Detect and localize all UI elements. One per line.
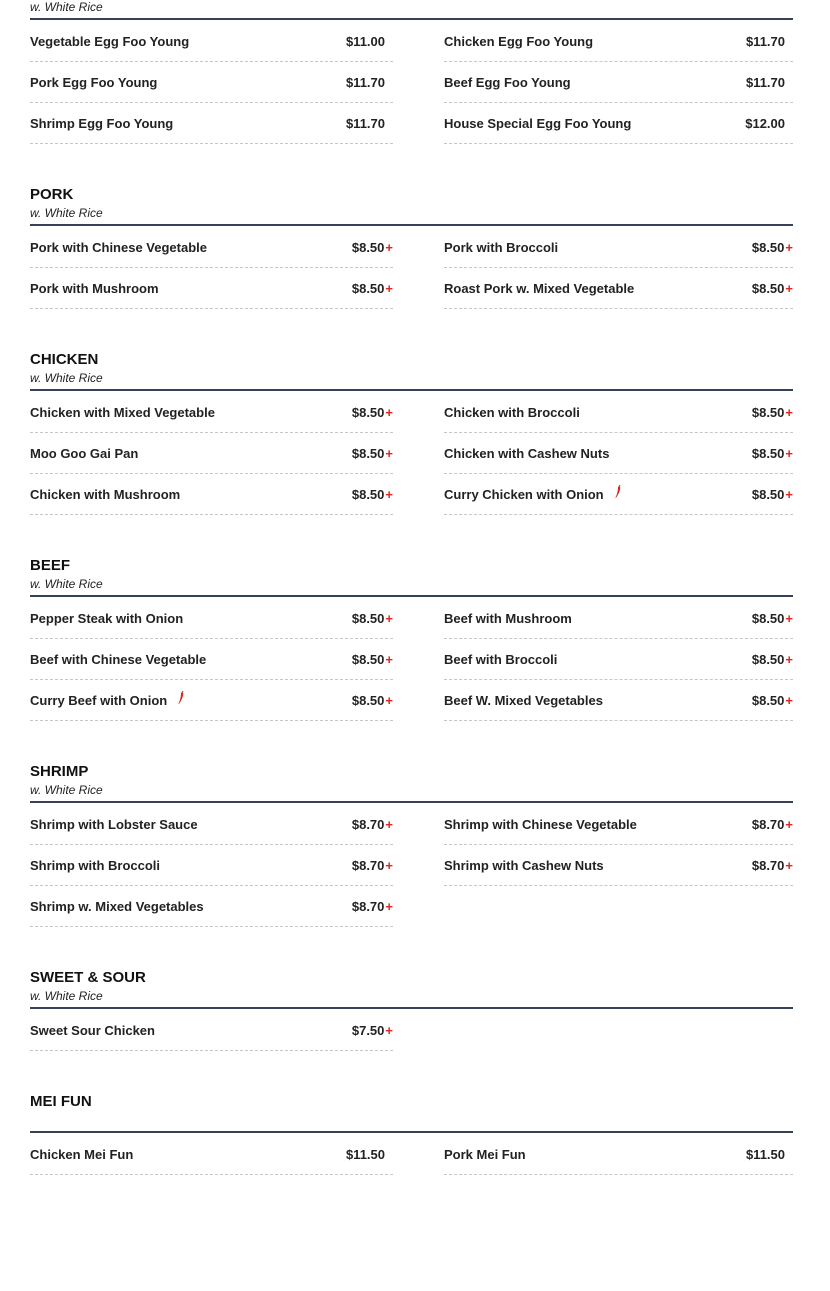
- items-column-right: [444, 598, 793, 721]
- section-items-grid: [30, 392, 793, 515]
- section-subtitle: w. White Rice: [30, 371, 103, 385]
- menu-item-name: [444, 858, 604, 873]
- menu-item-name-text: Curry Beef with Onion: [30, 692, 168, 708]
- menu-item-price: [746, 34, 793, 49]
- menu-item-name-text: Beef W. Mixed Vegetables: [444, 692, 603, 708]
- price-value: $11.70: [745, 74, 785, 90]
- menu-item-name-text: Shrimp with Chinese Vegetable: [444, 816, 637, 832]
- section-divider: [30, 389, 793, 391]
- menu-item-price: [352, 611, 393, 626]
- menu-item-chicken-with-cashew-nuts[interactable]: [444, 433, 793, 474]
- menu-item-price: [352, 858, 393, 873]
- price-value: $11.50: [345, 1146, 385, 1162]
- options-plus-marker: +: [385, 1022, 393, 1038]
- menu-item-price: [352, 240, 393, 255]
- section-subtitle: w. White Rice: [30, 783, 103, 797]
- options-plus-marker: +: [385, 816, 393, 832]
- items-column-left: [30, 21, 393, 144]
- price-value: $8.50: [351, 651, 385, 667]
- menu-item-price: [346, 116, 393, 131]
- section-divider: [30, 1007, 793, 1009]
- menu-item-name: [30, 487, 180, 502]
- options-plus-marker: +: [785, 486, 793, 502]
- menu-item-name-text: Chicken with Mushroom: [30, 486, 181, 502]
- menu-item-pork-egg-foo-young[interactable]: [30, 62, 393, 103]
- price-value: $8.50: [351, 610, 385, 626]
- options-plus-marker: +: [785, 692, 793, 708]
- menu-section-pork: [30, 186, 793, 309]
- menu-item-pork-with-mushroom[interactable]: [30, 268, 393, 309]
- section-subtitle: w. White Rice: [30, 206, 103, 220]
- section-subtitle: w. White Rice: [30, 0, 103, 14]
- items-column-right: [444, 392, 793, 515]
- menu-section-chicken: [30, 351, 793, 515]
- section-title: PORK: [30, 186, 74, 203]
- menu-item-name: [30, 611, 183, 626]
- menu-item-name: [30, 240, 207, 255]
- menu-item-house-special-egg-foo-young[interactable]: [444, 103, 793, 144]
- menu-item-chicken-mei-fun[interactable]: [30, 1134, 393, 1175]
- menu-item-name-text: Beef with Broccoli: [444, 651, 558, 667]
- price-value: $8.50: [351, 239, 385, 255]
- menu-item-name: [30, 34, 189, 49]
- menu-item-name-text: Beef with Mushroom: [444, 610, 572, 626]
- menu-item-name-text: Shrimp with Broccoli: [30, 857, 161, 873]
- menu-item-name-text: Shrimp with Cashew Nuts: [444, 857, 604, 873]
- menu-item-price: [752, 652, 793, 667]
- price-value: $8.50: [751, 692, 785, 708]
- menu-item-name-text: Shrimp Egg Foo Young: [30, 115, 174, 131]
- chili-pepper-icon: [612, 485, 624, 499]
- items-column-right: [444, 804, 793, 927]
- options-plus-marker: +: [385, 651, 393, 667]
- section-title: SHRIMP: [30, 763, 89, 780]
- menu-item-name: [444, 116, 631, 131]
- menu-item-name: [444, 693, 603, 708]
- menu-item-name-text: Moo Goo Gai Pan: [30, 445, 139, 461]
- price-value: $12.00: [745, 115, 785, 131]
- menu-item-name-text: Chicken with Mixed Vegetable: [30, 404, 215, 420]
- section-subtitle: [30, 1113, 793, 1129]
- options-plus-marker: +: [385, 280, 393, 296]
- price-value: $8.50: [351, 692, 385, 708]
- menu-item-name: [30, 446, 138, 461]
- section-title: SWEET & SOUR: [30, 969, 146, 986]
- options-plus-marker: +: [785, 445, 793, 461]
- price-value: $8.50: [351, 445, 385, 461]
- options-plus-marker: +: [785, 651, 793, 667]
- menu-item-name: [444, 817, 637, 832]
- menu-item-pork-mei-fun[interactable]: [444, 1134, 793, 1175]
- menu-item-moo-goo-gai-pan[interactable]: [30, 433, 393, 474]
- menu-section-beef: [30, 557, 793, 721]
- menu-item-name: [30, 899, 204, 914]
- menu-item-price: [352, 487, 393, 502]
- menu-item-pork-with-broccoli[interactable]: [444, 227, 793, 268]
- items-column-right: [444, 227, 793, 309]
- menu-item-name: [30, 858, 160, 873]
- menu-item-sweet-sour-chicken[interactable]: [30, 1010, 393, 1051]
- price-value: $11.50: [745, 1146, 785, 1162]
- menu-item-beef-w-mixed-vegetables[interactable]: [444, 680, 793, 721]
- menu-item-name: [444, 405, 580, 420]
- price-value: $8.70: [351, 816, 385, 832]
- options-plus-marker: +: [385, 239, 393, 255]
- options-plus-marker: +: [785, 280, 793, 296]
- options-plus-marker: +: [785, 816, 793, 832]
- chili-pepper-icon: [175, 691, 187, 705]
- section-items-grid: [30, 227, 793, 309]
- menu-item-name: [444, 487, 624, 502]
- menu-section-shrimp: [30, 763, 793, 927]
- options-plus-marker: +: [385, 692, 393, 708]
- price-value: $8.70: [751, 816, 785, 832]
- menu-item-name: [444, 652, 557, 667]
- menu-item-pork-with-chinese-vegetable[interactable]: [30, 227, 393, 268]
- price-value: $8.50: [351, 486, 385, 502]
- items-column-left: [30, 598, 393, 721]
- menu-item-name-text: Chicken Egg Foo Young: [444, 33, 594, 49]
- menu-item-name: [30, 116, 173, 131]
- section-title: CHICKEN: [30, 351, 99, 368]
- menu-item-name-text: Curry Chicken with Onion: [444, 486, 604, 502]
- price-value: $7.50: [351, 1022, 385, 1038]
- price-value: $8.50: [751, 239, 785, 255]
- menu-section-mei-fun: [30, 1093, 793, 1175]
- menu-item-name: [30, 405, 215, 420]
- options-plus-marker: +: [785, 404, 793, 420]
- items-column-left: [30, 227, 393, 309]
- items-column-left: [30, 1010, 393, 1051]
- menu-item-shrimp-with-cashew-nuts[interactable]: [444, 845, 793, 886]
- price-value: $8.70: [351, 857, 385, 873]
- options-plus-marker: +: [785, 610, 793, 626]
- menu-item-price: [346, 1147, 393, 1162]
- section-items-grid: [30, 1134, 793, 1175]
- menu-item-vegetable-egg-foo-young[interactable]: [30, 21, 393, 62]
- menu-item-name: [30, 281, 159, 296]
- menu-item-beef-with-mushroom[interactable]: [444, 598, 793, 639]
- section-title: MEI FUN: [30, 1093, 92, 1110]
- menu-item-price: [745, 116, 793, 131]
- menu-item-price: [346, 34, 393, 49]
- menu-item-name: [444, 75, 571, 90]
- menu-item-name-text: Beef with Chinese Vegetable: [30, 651, 207, 667]
- menu-item-shrimp-with-lobster-sauce[interactable]: [30, 804, 393, 845]
- items-column-left: [30, 1134, 393, 1175]
- menu-item-price: [352, 1023, 393, 1038]
- section-subtitle: w. White Rice: [30, 989, 103, 1003]
- menu-item-beef-egg-foo-young[interactable]: [444, 62, 793, 103]
- menu-item-pepper-steak-with-onion[interactable]: [30, 598, 393, 639]
- menu-item-shrimp-egg-foo-young[interactable]: [30, 103, 393, 144]
- section-divider: [30, 595, 793, 597]
- menu-item-price: [752, 693, 793, 708]
- menu-item-name-text: Pork with Broccoli: [444, 239, 559, 255]
- section-subtitle: w. White Rice: [30, 577, 103, 591]
- menu-item-price: [752, 817, 793, 832]
- menu-item-price: [352, 693, 393, 708]
- price-value: $8.70: [751, 857, 785, 873]
- menu-item-name-text: Pork Mei Fun: [444, 1146, 526, 1162]
- price-value: $8.50: [351, 280, 385, 296]
- price-value: $11.70: [745, 33, 785, 49]
- price-value: $11.00: [345, 33, 385, 49]
- options-plus-marker: +: [785, 857, 793, 873]
- menu-item-name: [30, 1023, 155, 1038]
- price-value: $8.70: [351, 898, 385, 914]
- section-items-grid: [30, 1010, 793, 1051]
- menu-section-sweet-sour: [30, 969, 793, 1051]
- menu-item-name-text: Shrimp with Lobster Sauce: [30, 816, 198, 832]
- items-column-left: [30, 804, 393, 927]
- items-column-right: [444, 21, 793, 144]
- menu-item-name: [30, 1147, 133, 1162]
- menu-item-price: [752, 240, 793, 255]
- price-value: $11.70: [345, 115, 385, 131]
- menu-item-name-text: Pork with Mushroom: [30, 280, 159, 296]
- menu-item-chicken-with-broccoli[interactable]: [444, 392, 793, 433]
- items-column-left: [30, 392, 393, 515]
- menu-item-name-text: Pepper Steak with Onion: [30, 610, 184, 626]
- menu-item-curry-chicken-with-onion[interactable]: [444, 474, 793, 515]
- menu-item-shrimp-w-mixed-vegetables[interactable]: [30, 886, 393, 927]
- price-value: $8.50: [751, 486, 785, 502]
- section-title: BEEF: [30, 557, 71, 574]
- menu-item-name: [444, 34, 593, 49]
- menu-item-curry-beef-with-onion[interactable]: [30, 680, 393, 721]
- menu-item-name: [444, 1147, 526, 1162]
- price-value: $8.50: [751, 445, 785, 461]
- menu-item-price: [352, 281, 393, 296]
- items-column-right: [444, 1010, 793, 1051]
- section-items-grid: [30, 598, 793, 721]
- menu-section-egg-foo-young: [30, 0, 793, 144]
- section-items-grid: [30, 21, 793, 144]
- menu-item-price: [752, 858, 793, 873]
- menu-item-price: [352, 446, 393, 461]
- price-value: $8.50: [751, 610, 785, 626]
- menu-item-name: [30, 75, 157, 90]
- menu-item-name: [30, 652, 206, 667]
- menu-item-name-text: Roast Pork w. Mixed Vegetable: [444, 280, 635, 296]
- options-plus-marker: +: [385, 404, 393, 420]
- menu-item-name-text: Pork Egg Foo Young: [30, 74, 158, 90]
- menu-item-name-text: Chicken with Broccoli: [444, 404, 580, 420]
- menu-item-name-text: Pork with Chinese Vegetable: [30, 239, 207, 255]
- menu-item-roast-pork-w-mixed-vegetable[interactable]: [444, 268, 793, 309]
- section-items-grid: [30, 804, 793, 927]
- menu-item-name-text: Chicken with Cashew Nuts: [444, 445, 610, 461]
- items-column-right: [444, 1134, 793, 1175]
- menu-item-price: [352, 652, 393, 667]
- menu-item-beef-with-broccoli[interactable]: [444, 639, 793, 680]
- price-value: $11.70: [345, 74, 385, 90]
- menu-item-price: [752, 446, 793, 461]
- menu-item-name-text: House Special Egg Foo Young: [444, 115, 632, 131]
- menu-item-price: [746, 75, 793, 90]
- price-value: $8.50: [751, 404, 785, 420]
- menu-item-price: [752, 281, 793, 296]
- menu-item-price: [746, 1147, 793, 1162]
- menu-item-name-text: Beef Egg Foo Young: [444, 74, 571, 90]
- menu-item-chicken-egg-foo-young[interactable]: [444, 21, 793, 62]
- options-plus-marker: +: [385, 898, 393, 914]
- menu-item-price: [352, 899, 393, 914]
- options-plus-marker: +: [385, 486, 393, 502]
- menu-item-shrimp-with-chinese-vegetable[interactable]: [444, 804, 793, 845]
- menu-item-name: [444, 281, 634, 296]
- menu-item-price: [346, 75, 393, 90]
- menu-item-price: [752, 487, 793, 502]
- menu-item-name: [30, 817, 198, 832]
- section-divider: [30, 224, 793, 226]
- menu-item-price: [352, 405, 393, 420]
- options-plus-marker: +: [785, 239, 793, 255]
- menu-item-name-text: Sweet Sour Chicken: [30, 1022, 155, 1038]
- menu-item-price: [352, 817, 393, 832]
- menu-item-name: [30, 693, 187, 708]
- options-plus-marker: +: [385, 445, 393, 461]
- options-plus-marker: +: [385, 610, 393, 626]
- section-divider: [30, 18, 793, 20]
- menu-item-price: [752, 405, 793, 420]
- price-value: $8.50: [751, 280, 785, 296]
- menu-item-chicken-with-mushroom[interactable]: [30, 474, 393, 515]
- price-value: $8.50: [351, 404, 385, 420]
- menu-item-name-text: Shrimp w. Mixed Vegetables: [30, 898, 204, 914]
- section-divider: [30, 1131, 793, 1133]
- menu-item-name-text: Chicken Mei Fun: [30, 1146, 134, 1162]
- menu-item-shrimp-with-broccoli[interactable]: [30, 845, 393, 886]
- menu-item-chicken-with-mixed-vegetable[interactable]: [30, 392, 393, 433]
- options-plus-marker: +: [385, 857, 393, 873]
- menu-item-beef-with-chinese-vegetable[interactable]: [30, 639, 393, 680]
- menu-container: [30, 0, 793, 1217]
- menu-item-price: [752, 611, 793, 626]
- menu-item-name: [444, 240, 558, 255]
- section-divider: [30, 801, 793, 803]
- menu-item-name-text: Vegetable Egg Foo Young: [30, 33, 190, 49]
- price-value: $8.50: [751, 651, 785, 667]
- menu-item-name: [444, 446, 609, 461]
- menu-item-name: [444, 611, 572, 626]
